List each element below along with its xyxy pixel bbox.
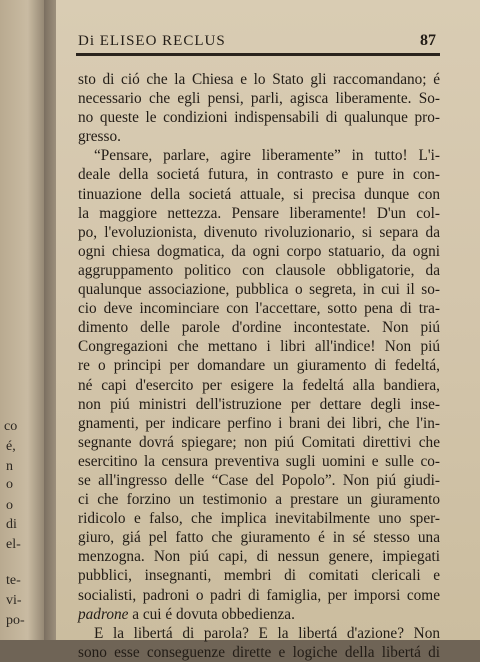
text-line: se all'ingresso delle “Case del Popolo”. Non piú giudi-	[78, 471, 440, 489]
left-page-fragment: po-	[6, 613, 25, 628]
text-line: re o principi per domandare un giuramento di fedeltá,	[78, 357, 440, 375]
text-line: segnante dovrá spiegare; non piú Comitati direttivi che	[78, 433, 440, 451]
text-line: deale della societá futura, in contrasto e pure in con-	[78, 166, 440, 184]
text-line	[78, 605, 440, 624]
text-line: socialisti, padroni o padri di famiglia, per imporsi come	[78, 586, 440, 604]
text-line: pubblici, insegnanti, membri di comitati clericali e	[78, 567, 440, 585]
text-line: né capi d'esercito per esigere la fedeltá alla bandiera,	[78, 376, 440, 394]
header-rule	[76, 53, 440, 56]
left-page-fragment: o	[6, 477, 13, 492]
text-line: sono esse conseguenze dirette e logiche della libertá di	[78, 643, 440, 661]
text-line: aggruppamento politico con clausole obbligatorie, da	[78, 261, 440, 279]
left-page-fragment: te-	[6, 573, 21, 588]
left-page-fragment: di	[6, 517, 17, 532]
running-head-title: Di ELISEO RECLUS	[78, 33, 226, 49]
body-text	[78, 70, 440, 662]
book-page	[56, 0, 480, 661]
text-line: ogni chiesa dogmatica, da ogni corpo statuario, da ogni	[78, 242, 440, 260]
text-line: “Pensare, parlare, agire liberamente” in tutto! L'i-	[94, 147, 440, 165]
text-line: cio deve incominciare con l'accettare, sotto pena di tra-	[78, 300, 440, 318]
text-line: necessario che egli pensi, parli, agisca liberamente. So-	[78, 90, 440, 108]
left-page-fragment: vi-	[6, 593, 22, 608]
page-number: 87	[420, 32, 436, 49]
text-line: giuro, giá pel fatto che giuramento é in sé stesso una	[78, 529, 440, 547]
left-page-edge	[0, 0, 46, 640]
text-line: ci che forzino un testimonio a prestare un giuramento	[78, 491, 440, 509]
left-page-fragment: o	[6, 498, 13, 513]
text-line: gresso.	[78, 128, 121, 146]
text-line: tinuazione della societá attuale, si precisa dunque con	[78, 185, 440, 203]
text-line-rest: a cui é dovuta obbedienza.	[132, 605, 295, 623]
text-line: menzogna. Non piú capi, di nessun genere, impiegati	[78, 548, 440, 566]
left-page-fragment: é,	[6, 439, 16, 454]
left-page-fragment: n	[6, 459, 13, 474]
text-line: qualunque associazione, pubblica o segreta, in cui il so-	[78, 281, 440, 299]
text-line: Congregazioni che mettano i libri all'indice! Non piú	[78, 338, 440, 356]
text-line: non piú ministri dell'istruzione per dettare degli inse-	[78, 395, 440, 413]
left-page-fragment: co	[4, 419, 18, 434]
italic-word: padrone	[78, 605, 129, 623]
text-line: esercitino la censura preventiva sugli uomini e sulle co-	[78, 452, 440, 470]
left-page-fragment: el-	[6, 537, 21, 552]
text-line: E la libertá di parola? E la libertá d'azione? Non	[94, 624, 440, 642]
text-line: dimento delle parole d'ordine incontestate. Non piú	[78, 319, 440, 337]
text-line: la maggiore nettezza. Pensare liberamente! D'un col-	[78, 204, 440, 222]
running-head	[78, 33, 436, 51]
text-line: po, l'evoluzionista, divenuto rivoluzionario, si separa da	[78, 223, 440, 241]
text-line: ridicolo e falso, che implica inevitabilmente uno sper-	[78, 510, 440, 528]
text-line: no queste le condizioni indispensabili di qualunque pro-	[78, 109, 440, 127]
text-line: gnamenti, per indicare perfino i brani dei libri, che l'in-	[78, 414, 440, 432]
text-line: sto di ció che la Chiesa e lo Stato gli raccomandano; é	[78, 71, 440, 88]
